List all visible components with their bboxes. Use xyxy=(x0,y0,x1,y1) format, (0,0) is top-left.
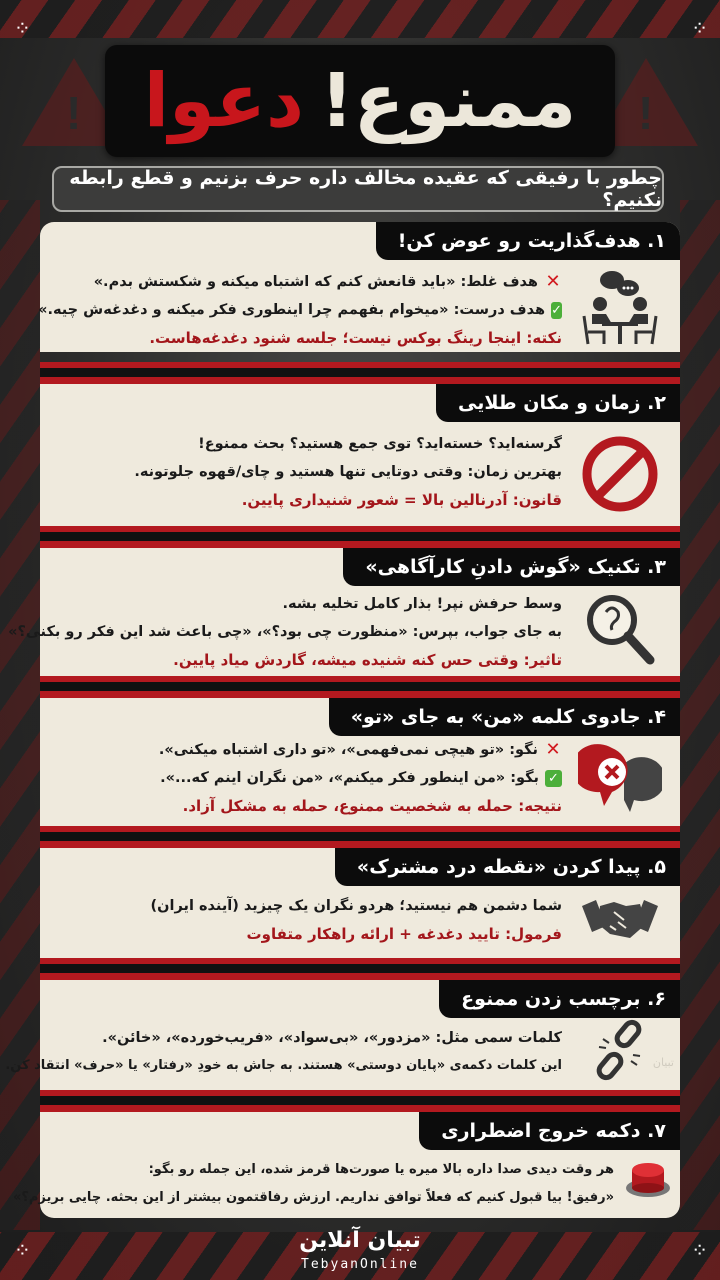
line-text: بگو: «من اینطور فکر میکنم»، «من نگران اینم که...». xyxy=(160,770,539,786)
section-divider xyxy=(40,958,680,980)
title-white-text: ممنوع! xyxy=(319,58,577,144)
line-text: هر وقت دیدی صدا داره بالا میره یا صورت‌ها قرمز شده، این جمله رو بگو: xyxy=(148,1162,614,1177)
section-divider xyxy=(40,826,680,848)
note-text: نتیجه: حمله به شخصیت ممنوع، حمله به مشکل آزاد. xyxy=(182,797,562,815)
section-card-3 xyxy=(8,548,680,676)
subtitle: چطور با رفیقی که عقیده مخالف داره حرف بزنیم و قطع رابطه نکنیم؟ xyxy=(52,166,664,212)
list-item xyxy=(54,590,562,618)
check-mark-icon: ✓ xyxy=(551,302,562,318)
line-text: هدف درست: «میخوام بفهمم چرا اینطوری فکر میکنه و دغدغه‌ش چیه.» xyxy=(38,302,546,318)
list-item xyxy=(5,1052,562,1080)
note-text: فرمول: تایید دغدغه + ارائه راهکار متفاوت xyxy=(246,925,562,943)
watermark-text: تبیان xyxy=(652,1056,674,1069)
list-item xyxy=(54,430,562,458)
section-card-5 xyxy=(40,848,680,958)
prohibited-icon xyxy=(578,432,662,516)
section-title: ۷. دکمه خروج اضطراری xyxy=(419,1112,680,1150)
section-divider xyxy=(40,1090,680,1112)
list-item xyxy=(54,268,562,296)
page-title xyxy=(105,45,615,157)
note-text: تاثیر: وقتی حس کنه شنیده میشه، گاردش میاد پایین. xyxy=(173,651,562,669)
line-text: هدف غلط: «باید قانعش کنم که اشتباه میکنه و شکستش بدم.» xyxy=(93,274,538,290)
list-item xyxy=(54,486,562,514)
line-text: کلمات سمی مثل: «مزدور»، «بی‌سواد»، «فریب‌خورده»، «خائن». xyxy=(102,1030,562,1046)
section-title: ۳. تکنیک «گوش دادنِ کارآگاهی» xyxy=(343,548,680,586)
list-item xyxy=(54,324,562,352)
check-mark-icon: ✓ xyxy=(545,770,562,787)
line-text: بهترین زمان: وقتی دوتایی تنها هستید و چای/قهوه جلوتونه. xyxy=(134,464,562,480)
section-divider xyxy=(40,526,680,548)
hazard-stripes-top xyxy=(0,0,720,38)
list-item xyxy=(54,1024,562,1052)
list-item xyxy=(38,296,562,324)
line-text: وسط حرفش نپر! بذار کامل تخلیه بشه. xyxy=(282,596,562,612)
decorative-pixel-icon: ⁘ xyxy=(691,16,706,40)
section-card-2 xyxy=(40,384,680,526)
list-item xyxy=(54,458,562,486)
broken-chain-icon xyxy=(578,1008,662,1092)
line-text: به جای جواب، بپرس: «منظورت چی بود؟»، «چی باعث شد این فکر رو بکنی؟» xyxy=(8,624,562,640)
decorative-pixel-icon: ⁘ xyxy=(14,1238,29,1262)
handshake-icon xyxy=(578,876,662,960)
list-item xyxy=(54,792,562,820)
list-item xyxy=(54,920,562,948)
list-item xyxy=(54,892,562,920)
line-text: این کلمات دکمه‌ی «پایان دوستی» هستند. به جاش به خودِ «رفتار» یا «حرف» انتقاد کن. xyxy=(5,1058,562,1073)
hazard-stripes-right xyxy=(680,200,720,1230)
logo-persian-text: تبیان آنلاین xyxy=(299,1228,421,1253)
quote-text: «رفیق! بیا قبول کنیم که فعلاً توافق نداریم. ارزش رفاقتمون بیشتر از این بحثه. چایی بریزم؟» xyxy=(12,1190,614,1205)
ear-magnifier-icon xyxy=(578,588,662,672)
warning-triangle-icon: ! xyxy=(22,58,126,146)
list-item xyxy=(54,646,562,674)
list-item xyxy=(54,764,562,792)
section-card-1 xyxy=(40,222,680,352)
section-divider xyxy=(40,362,680,384)
note-text: نکته: اینجا رینگ بوکس نیست؛ جلسه شنود دغدغه‌هاست. xyxy=(149,329,562,347)
x-mark-icon: ✕ xyxy=(545,271,561,292)
speech-bubble-x-icon xyxy=(578,736,662,820)
section-title: ۲. زمان و مکان طلایی xyxy=(436,384,680,422)
list-item xyxy=(8,618,562,646)
section-card-4 xyxy=(40,698,680,826)
section-card-7 xyxy=(12,1112,680,1218)
decorative-pixel-icon: ⁘ xyxy=(691,1238,706,1262)
section-divider xyxy=(40,676,680,698)
section-title: ۴. جادوی کلمه «من» به جای «تو» xyxy=(329,698,680,736)
title-red-text: دعوا xyxy=(143,58,304,144)
decorative-pixel-icon: ⁘ xyxy=(14,16,29,40)
brand-logo xyxy=(0,1228,720,1272)
note-text: قانون: آدرنالین بالا = شعور شنیداری پایین. xyxy=(241,491,562,509)
people-talking-icon xyxy=(578,264,662,348)
logo-english-text: TebyanOnline xyxy=(301,1257,419,1272)
section-card-6 xyxy=(5,980,680,1090)
list-item xyxy=(12,1184,614,1212)
list-item xyxy=(54,736,562,764)
section-title: ۶. برچسب زدن ممنوع xyxy=(439,980,680,1018)
line-text: نگو: «تو هیچی نمی‌فهمی»، «تو داری اشتباه میکنی». xyxy=(158,742,538,758)
red-button-icon xyxy=(620,1146,676,1206)
line-text: گرسنه‌اید؟ خسته‌اید؟ توی جمع هستید؟ بحث ممنوع! xyxy=(198,436,562,452)
list-item xyxy=(54,1156,614,1184)
section-title: ۵. پیدا کردن «نقطه درد مشترک» xyxy=(335,848,680,886)
warning-triangle-icon: ! xyxy=(594,58,698,146)
section-title: ۱. هدف‌گذاریت رو عوض کن! xyxy=(376,222,680,260)
x-mark-icon: ✕ xyxy=(545,739,561,760)
line-text: شما دشمن هم نیستید؛ هردو نگران یک چیزید (آینده ایران) xyxy=(150,898,562,914)
